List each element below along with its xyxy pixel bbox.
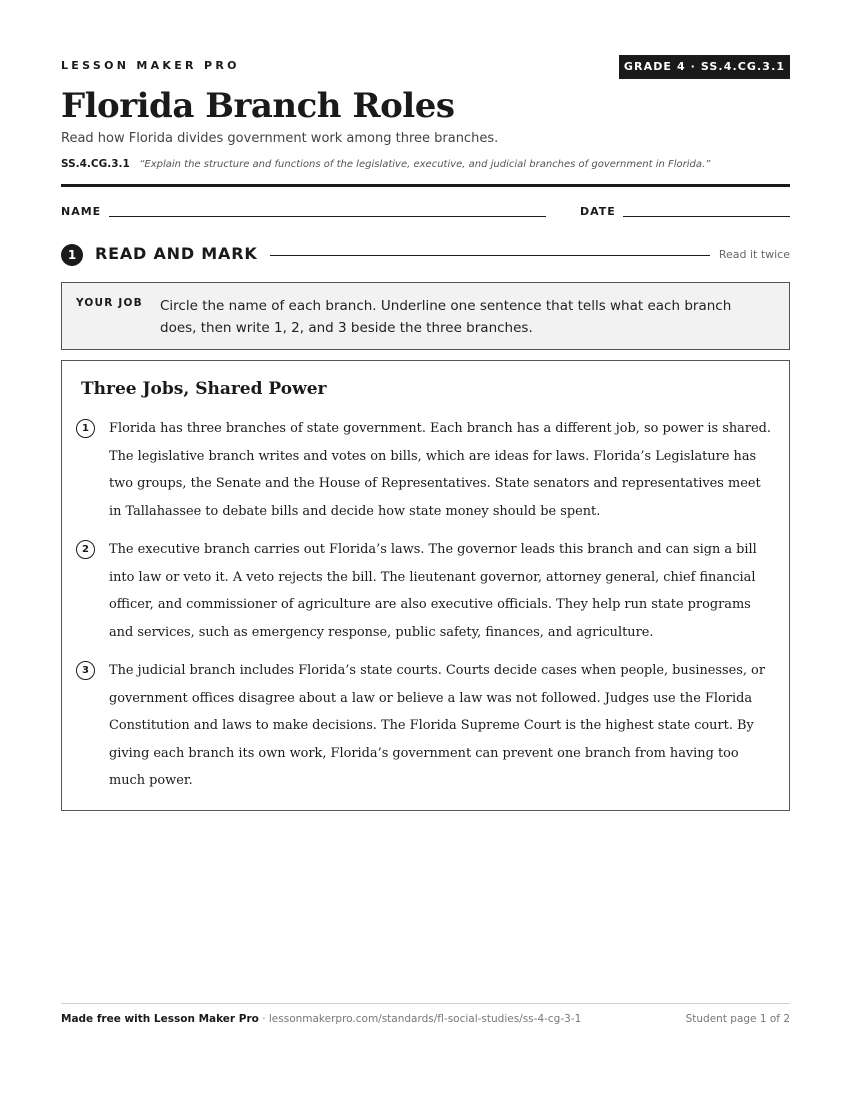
footer-credit [61, 1013, 581, 1025]
name-field-line[interactable] [109, 216, 546, 217]
footer-divider [61, 1003, 790, 1004]
paragraph-number-badge: 3 [76, 661, 95, 680]
paragraph-number-badge: 2 [76, 540, 95, 559]
section-divider [270, 255, 710, 256]
your-job-label: YOUR JOB [76, 297, 143, 309]
your-job-box [61, 282, 790, 350]
reading-title: Three Jobs, Shared Power [81, 379, 327, 399]
your-job-instructions: Circle the name of each branch. Underline one sentence that tells what each branch does, then write 1, 2, and 3 beside the three branches. [160, 298, 732, 336]
section-title: READ AND MARK [95, 244, 258, 263]
name-label: NAME [61, 205, 102, 218]
paragraph-number-badge: 1 [76, 419, 95, 438]
footer-brand: Made free with Lesson Maker Pro [61, 1013, 259, 1025]
footer-page-number: Student page 1 of 2 [685, 1013, 790, 1025]
section-header [61, 243, 790, 267]
grade-badge: GRADE 4 · SS.4.CG.3.1 [619, 55, 790, 79]
date-field-line[interactable] [623, 216, 790, 217]
section-note: Read it twice [718, 248, 790, 261]
standard-code: SS.4.CG.3.1 [61, 158, 130, 170]
brand-name: LESSON MAKER PRO [61, 59, 240, 72]
page-subtitle: Read how Florida divides government work among three branches. [61, 131, 499, 146]
page-title: Florida Branch Roles [61, 86, 455, 126]
date-label: DATE [580, 205, 616, 218]
worksheet-page [61, 0, 790, 1100]
top-bar [61, 55, 790, 81]
paragraph-text: The executive branch carries out Florida’s laws. The governor leads this branch and can sign a bill into law or veto it. A veto rejects the bill. The lieutenant governor, attorney general, chief financial officer, and commissioner of agriculture are also executive officials. They help run state programs and services, such as emergency response, public safety, finances, and agriculture. [109, 542, 757, 640]
paragraph-text: Florida has three branches of state government. Each branch has a different job, so power is shared. The legislative branch writes and votes on bills, which are ideas for laws. Florida’s Legislature has two groups, the Senate and the House of Representatives. State senators and representatives meet in Tallahassee to debate bills and decide how state money should be spent. [109, 421, 771, 519]
standard-line [61, 158, 710, 170]
paragraph-text: The judicial branch includes Florida’s state courts. Courts decide cases when people, businesses, or government offices disagree about a law or believe a law was not followed. Judges use the Florida Constitution and laws to make decisions. The Florida Supreme Court is the highest state court. By giving each branch its own work, Florida’s government can prevent one branch from having too much power. [109, 663, 765, 788]
standard-text: “Explain the structure and functions of the legislative, executive, and judicial branches of government in Florida.” [139, 159, 711, 170]
step-number-badge: 1 [61, 244, 83, 266]
footer-url[interactable]: · lessonmakerpro.com/standards/fl-social-studies/ss-4-cg-3-1 [258, 1013, 582, 1025]
reading-passage-box [61, 360, 790, 811]
header-divider [61, 184, 790, 187]
